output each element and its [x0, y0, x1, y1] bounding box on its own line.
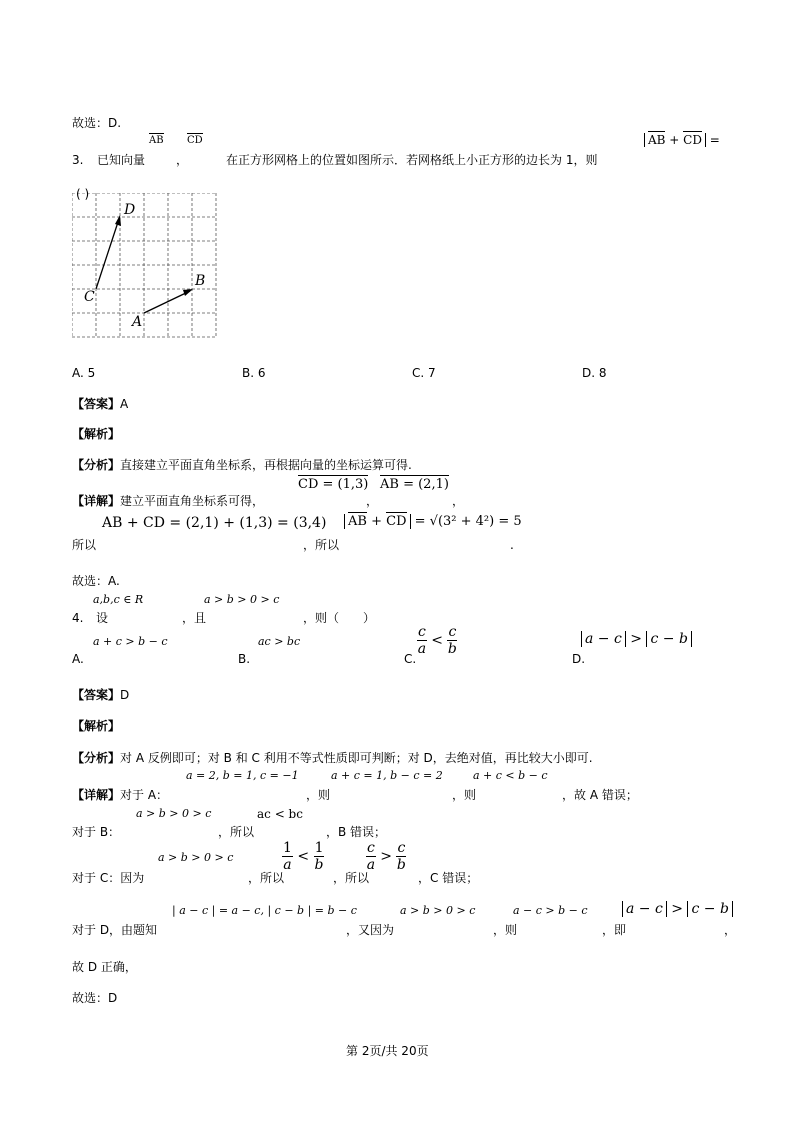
q3-select: 故选：A. — [72, 574, 120, 588]
q4-line-d-ze: ，则 — [493, 923, 518, 937]
q4-select: 故选：D — [72, 991, 118, 1005]
q3-stem-comma: ， — [176, 153, 189, 167]
q4-cond2: a > b > 0 > c — [204, 593, 280, 606]
q4-line-a-cmp: a + c < b − c — [473, 769, 548, 782]
q4-line-a-example: a = 2, b = 1, c = −1 — [186, 769, 299, 782]
q4-line-b-res: ac < bc — [257, 807, 303, 821]
q4-line-d-result: a − c > c − b — [622, 902, 733, 916]
page-footer: 第 2页/共 20页 — [346, 1044, 429, 1058]
q4-analysis-tag: 【解析】 — [72, 719, 121, 733]
point-label-d: D — [124, 202, 136, 218]
q4-line-d-youyin: ，又因为 — [346, 923, 395, 937]
q3-suoyi-2: ，所以 — [303, 538, 340, 552]
q3-suoyi: 所以 — [72, 538, 97, 552]
q3-grid-svg — [72, 193, 222, 343]
q4-option-d[interactable]: D. — [572, 652, 586, 666]
q3-target-expression: AB + CD = — [644, 134, 720, 146]
q4-option-b-expr: ac > bc — [258, 635, 301, 648]
q3-comma-2: ， — [366, 494, 379, 508]
q4-line-c-suoyi-2: ，所以 — [333, 871, 370, 885]
q4-conclusion: 故 D 正确， — [72, 960, 137, 974]
q4-line-c-frac-2: $\frac{c}{a}$ > $\frac{c}{b}$ — [366, 840, 406, 874]
q4-cond1: a,b,c ∈ R — [93, 593, 144, 606]
vector-ab — [144, 291, 190, 313]
q3-xiangjie: 【详解】建立平面直角坐标系可得， — [72, 494, 265, 508]
q4-line-c-tail: ，C 错误； — [418, 871, 479, 885]
q3-cd-coords: CD = (1,3) — [298, 477, 369, 492]
q4-option-d-expr: a − c > c − b — [581, 632, 692, 646]
q4-she: 设 — [96, 611, 109, 625]
q4-option-c[interactable]: C. — [404, 652, 417, 666]
q4-line-b-head: 对于 B： — [72, 825, 121, 839]
q4-line-b-cond: a > b > 0 > c — [136, 807, 212, 820]
q4-line-d-abs: | a − c | = a − c, | c − b | = b − c — [172, 904, 357, 917]
q3-period: . — [510, 538, 514, 552]
q4-line-c-cond: a > b > 0 > c — [158, 851, 234, 864]
q4-fenxi: 【分析】对 A 反例即可；对 B 和 C 利用不等式性质即可判断；对 D，去绝对值，再比较大小即可. — [72, 751, 593, 765]
q4-line-d-cmp: a − c > b − c — [513, 904, 588, 917]
q4-number: 4. — [72, 611, 84, 625]
q3-vec-cd-label: CD — [187, 135, 203, 146]
q4-line-c-frac-1: $\frac{1}{a}$ < $\frac{1}{b}$ — [283, 840, 324, 874]
q4-line-a-sums: a + c = 1, b − c = 2 — [331, 769, 443, 782]
q3-option-a[interactable]: A. 5 — [72, 366, 96, 380]
q3-stem-a: 已知向量 — [97, 153, 146, 167]
point-label-a: A — [132, 314, 143, 330]
point-label-c: C — [84, 289, 95, 305]
q4-qie: ，且 — [182, 611, 207, 625]
q4-line-c-head: 对于 C：因为 — [72, 871, 145, 885]
q4-answer: 【答案】D — [72, 688, 130, 702]
q3-option-b[interactable]: B. 6 — [242, 366, 266, 380]
q3-ab-coords: AB = (2,1) — [380, 477, 449, 492]
q3-figure — [72, 193, 222, 346]
q3-option-c[interactable]: C. 7 — [412, 366, 436, 380]
q3-answer-blank: ( ) — [76, 187, 90, 201]
q3-stem-b: 在正方形网格上的位置如图所示．若网格纸上小正方形的边长为 1，则 — [226, 153, 598, 167]
point-label-b: B — [195, 273, 206, 289]
q3-norm-expression: AB + CD = √(3² + 4²) = 5 — [344, 515, 522, 528]
q3-comma-3: ， — [452, 494, 465, 508]
q3-sum-expression: AB + CD = (2,1) + (1,3) = (3,4) — [102, 515, 327, 531]
q3-number: 3. — [72, 153, 84, 167]
q4-line-a-ze: ，则 — [306, 788, 331, 802]
q4-option-b[interactable]: B. — [238, 652, 251, 666]
q4-line-a-tail: ，故 A 错误； — [562, 788, 638, 802]
q4-option-a-expr: a + c > b − c — [93, 635, 168, 648]
vector-ab-arrowhead — [183, 289, 193, 296]
q3-vec-ab-label: AB — [149, 135, 164, 146]
q3-fenxi: 【分析】直接建立平面直角坐标系，再根据向量的坐标运算可得. — [72, 458, 412, 472]
q4-ze: ，则（ ） — [303, 611, 376, 625]
q4-line-b-tail: ，B 错误； — [326, 825, 387, 839]
q2-answer-choice: 故选：D. — [72, 116, 122, 130]
q4-line-d-head: 对于 D，由题知 — [72, 923, 158, 937]
q4-xiangjie-line-a: 【详解】对于 A： — [72, 788, 169, 802]
q4-line-d-ji: ，即 — [602, 923, 627, 937]
q4-line-a-ze-2: ，则 — [452, 788, 477, 802]
q4-line-c-suoyi: ，所以 — [248, 871, 285, 885]
q4-line-d-cond: a > b > 0 > c — [400, 904, 476, 917]
q4-line-d-comma: ， — [724, 923, 737, 937]
q3-analysis-tag: 【解析】 — [72, 427, 121, 441]
q4-option-a[interactable]: A. — [72, 652, 84, 666]
vector-cd — [96, 219, 119, 289]
q3-option-d[interactable]: D. 8 — [582, 366, 607, 380]
q4-option-c-expr: $\frac{c}{a}$ < $\frac{c}{b}$ — [417, 624, 457, 658]
q4-line-b-suoyi: ，所以 — [218, 825, 255, 839]
q3-answer: 【答案】A — [72, 397, 129, 411]
